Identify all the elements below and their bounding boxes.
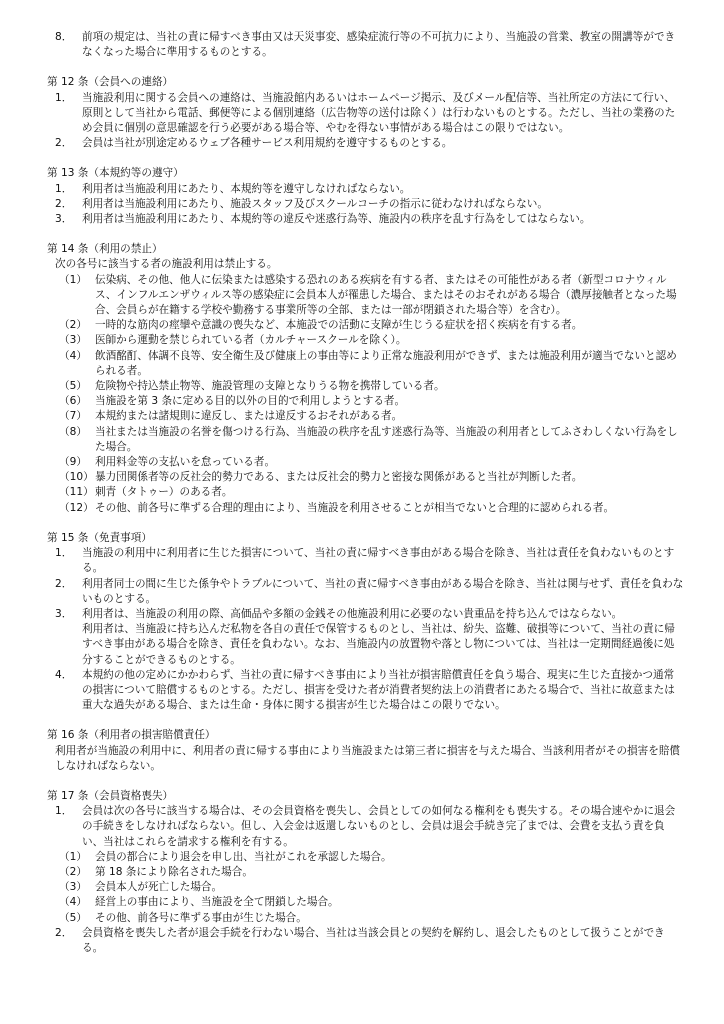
clause-item <box>47 197 684 212</box>
clause-number: 1． <box>55 91 73 104</box>
clause-text: 利用者は、当施設の利用の際、高価品や多額の金銭その他施設利用に必要のない貴重品を持ち込んではならない。 <box>82 607 623 620</box>
clause-item <box>47 212 684 227</box>
clause-number: 2． <box>55 926 73 939</box>
clause-number: 2． <box>55 137 73 150</box>
article-title: 第 12 条（会員への連絡） <box>47 76 174 89</box>
subclause-text: 第 18 条により除名された場合。 <box>95 865 253 878</box>
subclause-item <box>47 865 684 880</box>
subclause-item <box>47 895 684 910</box>
subclause-text: 刺青（タトゥー）のある者。 <box>95 486 233 499</box>
subclause-number: （1） <box>59 273 87 286</box>
clause-text: 利用者は当施設利用にあたり、本規約等の違反や迷惑行為等、施設内の秩序を乱す行為をしてはならない。 <box>82 213 591 226</box>
subclause-item <box>47 394 684 409</box>
clause-text: 当施設の利用中に利用者に生じた損害について、当社の責に帰すべき事由がある場合を除き、当社は責任を負わないものとする。 <box>82 547 675 575</box>
article-title: 第 13 条（本規約等の遵守） <box>47 167 184 180</box>
subclause-text: 一時的な筋肉の痙攣や意識の喪失など、本施設での活動に支障が生じうる症状を招く疾病を有する者。 <box>95 319 583 332</box>
subclause-text: 本規約または諸規則に違反し、または違反するおそれがある者。 <box>95 410 403 423</box>
clause-item <box>47 926 684 956</box>
subclause-text: 当社または当施設の名誉を傷つける行為、当施設の秩序を乱す迷惑行為等、当施設の利用者としてふさわしくない行為をした場合。 <box>95 425 678 453</box>
article-title: 第 15 条（免責事項） <box>47 531 152 544</box>
article-17 <box>47 789 684 956</box>
subclause-text: その他、前各号に準ずる合理的理由により、当施設を利用させることが相当でないと合理的に認められる者。 <box>95 501 615 514</box>
subclause-text: 暴力団関係者等の反社会的勢力である、または反社会的勢力と密接な関係があると当社が判断した者。 <box>95 471 583 484</box>
subclause-text: 会員本人が死亡した場合。 <box>95 881 223 894</box>
article-title: 第 17 条（会員資格喪失） <box>47 789 174 802</box>
article-14 <box>47 242 684 516</box>
subclause-item <box>47 333 684 348</box>
subclause-number: （2） <box>59 319 87 332</box>
clause-text: 会員資格を喪失した者が退会手続を行わない場合、当社は当該会員との契約を解約し、退会したものとして扱うことができる。 <box>82 926 665 954</box>
clause-item <box>47 607 684 668</box>
subclause-number: （3） <box>59 881 87 894</box>
subclause-item <box>47 273 684 319</box>
clause-number: 1． <box>55 547 73 560</box>
clause-number: 8． <box>55 31 73 43</box>
clause-text: 利用者は当施設利用にあたり、本規約等を遵守しなければならない。 <box>82 182 411 195</box>
clause-text: 会員は当社が別途定めるウェブ各種サービス利用規約を遵守するものとする。 <box>82 137 453 150</box>
subclause-item <box>47 485 684 500</box>
clause-text: 利用者同士の間に生じた係争やトラブルについて、当社の責に帰すべき事由がある場合を除き、当社は関与せず、責任を負わないものとする。 <box>82 577 684 605</box>
clause-item <box>47 91 684 137</box>
subclause-number: （7） <box>59 410 87 423</box>
subclause-item <box>47 349 684 379</box>
subclause-number: （1） <box>59 850 87 863</box>
subclause-item <box>47 501 684 516</box>
subclause-text: その他、前各号に準ずる事由が生じた場合。 <box>95 911 307 924</box>
clause-text-block <box>82 607 684 668</box>
clause-item <box>47 182 684 197</box>
clause-number: 2． <box>55 197 73 210</box>
clause-number: 3． <box>55 607 73 620</box>
article-12 <box>47 75 684 151</box>
clause-item <box>47 577 684 607</box>
subclause-text: 会員の都合により退会を申し出、当社がこれを承認した場合。 <box>95 850 392 863</box>
clause-text: 本規約の他の定めにかかわらず、当社の責に帰すべき事由により当社が損害賠償責任を負う場合、現実に生じた直接かつ通常の損害について賠償するものとする。ただし、損害を受けた者が消費者契約法上の消費者にあたる場合で、当社に故意または重大な過失がある場合、または生命・身体に関する損害が生じた場合はこの限りでない。 <box>82 668 675 712</box>
clause-number: 2． <box>55 577 73 590</box>
subclause-item <box>47 911 684 926</box>
article-text: 利用者が当施設の利用中に、利用者の責に帰する事由により当施設または第三者に損害を与えた場合、当該利用者がその損害を賠償しなければならない。 <box>55 744 681 772</box>
subclause-item <box>47 880 684 895</box>
clause-number: 1． <box>55 805 73 818</box>
subclause-item <box>47 379 684 394</box>
subclause-text: 伝染病、その他、他人に伝染または感染する恐れのある疾病を有する者、またはその可能性がある者（新型コロナウィルス、インフルエンザウィルス等の感染症に会員本人が罹患した場合、またはそのおそれがある場合（濃厚接触者となった場合、会員らが在籍する学校や勤務する事業所等の全部、または一部が閉鎖された場合等）を含む）。 <box>95 273 677 317</box>
subclause-number: （9） <box>59 456 87 469</box>
subclause-number: （2） <box>59 865 87 878</box>
subclause-item <box>47 455 684 470</box>
clause-number: 3． <box>55 213 73 226</box>
subclause-number: （11） <box>59 486 94 499</box>
clause-text: 利用者は当施設利用にあたり、施設スタッフ及びスクールコーチの指示に従わなければならない。 <box>82 197 548 210</box>
clause-item <box>47 804 684 850</box>
article-13 <box>47 166 684 227</box>
article-title: 第 16 条（利用者の損害賠償責任） <box>47 729 216 742</box>
subclause-item <box>47 318 684 333</box>
subclause-text: 医師から運動を禁じられている者（カルチャースクールを除く）。 <box>95 334 407 347</box>
subclause-number: （8） <box>59 425 87 438</box>
subclause-number: （5） <box>59 380 87 393</box>
subclause-item <box>47 850 684 865</box>
article-title: 第 14 条（利用の禁止） <box>47 243 163 256</box>
article-15 <box>47 531 684 713</box>
article-11-continuation <box>47 30 684 60</box>
clause-text: 前項の規定は、当社の責に帰すべき事由又は天災事変、感染症流行等の不可抗力により、当施設の営業、教室の開講等ができなくなった場合に準用するものとする。 <box>82 31 676 59</box>
subclause-number: （6） <box>59 395 87 408</box>
subclause-number: （4） <box>59 896 87 909</box>
subclause-text: 経営上の事由により、当施設を全て閉鎖した場合。 <box>95 896 339 909</box>
clause-text-continued: 利用者は、当施設に持ち込んだ私物を各自の責任で保管するものとし、当社は、紛失、盗難、破損等について、当社の責に帰すべき事由がある場合を除き、責任を負わない。なお、当施設内の放置物や落とし物については、当社は一定期間経過後に処分することができるものとする。 <box>82 623 675 666</box>
subclause-text: 危険物や持込禁止物等、施設管理の支障となりうる物を携帯している者。 <box>95 380 445 393</box>
subclause-number: （10） <box>59 471 94 484</box>
clause-item <box>47 136 684 151</box>
clause-item <box>47 30 684 60</box>
clause-item <box>47 668 684 714</box>
subclause-number: （12） <box>59 501 94 514</box>
clause-text: 会員は次の各号に該当する場合は、その会員資格を喪失し、会員としての如何なる権利をも喪失する。その場合速やかに退会の手続きをしなければならない。但し、入会金は返還しないものとし、会員は退会手続き完了までは、会費を支払う責を負い、当社はこれらを請求する権利を有する。 <box>82 805 676 848</box>
clause-number: 4． <box>55 668 73 681</box>
subclause-number: （4） <box>59 349 87 362</box>
subclause-text: 飲酒酩酊、体調不良等、安全衛生及び健康上の事由等により正常な施設利用ができず、または施設利用が適当でないと認められる者。 <box>95 349 677 377</box>
subclause-number: （5） <box>59 911 87 924</box>
clause-number: 1． <box>55 182 73 195</box>
article-intro: 次の各号に該当する者の施設利用は禁止する。 <box>55 258 278 271</box>
subclause-item <box>47 425 684 455</box>
clause-text: 当施設利用に関する会員への連絡は、当施設館内あるいはホームページ掲示、及びメール配信等、当社所定の方法にて行い、原則として当社から電話、郵便等による個別連絡（広告物等の送付は除く）は行わないものとする。ただし、当社の業務のため会員に個別の意思確認を行う必要がある場合等、やむを得ない事情がある場合はこの限りではない。 <box>82 91 676 135</box>
subclause-item <box>47 409 684 424</box>
subclause-number: （3） <box>59 334 87 347</box>
subclause-text: 利用料金等の支払いを怠っている者。 <box>95 456 276 469</box>
subclause-text: 当施設を第 3 条に定める目的以外の目的で利用しようとする者。 <box>95 395 406 408</box>
clause-item <box>47 546 684 576</box>
subclause-item <box>47 470 684 485</box>
article-16 <box>47 728 684 774</box>
